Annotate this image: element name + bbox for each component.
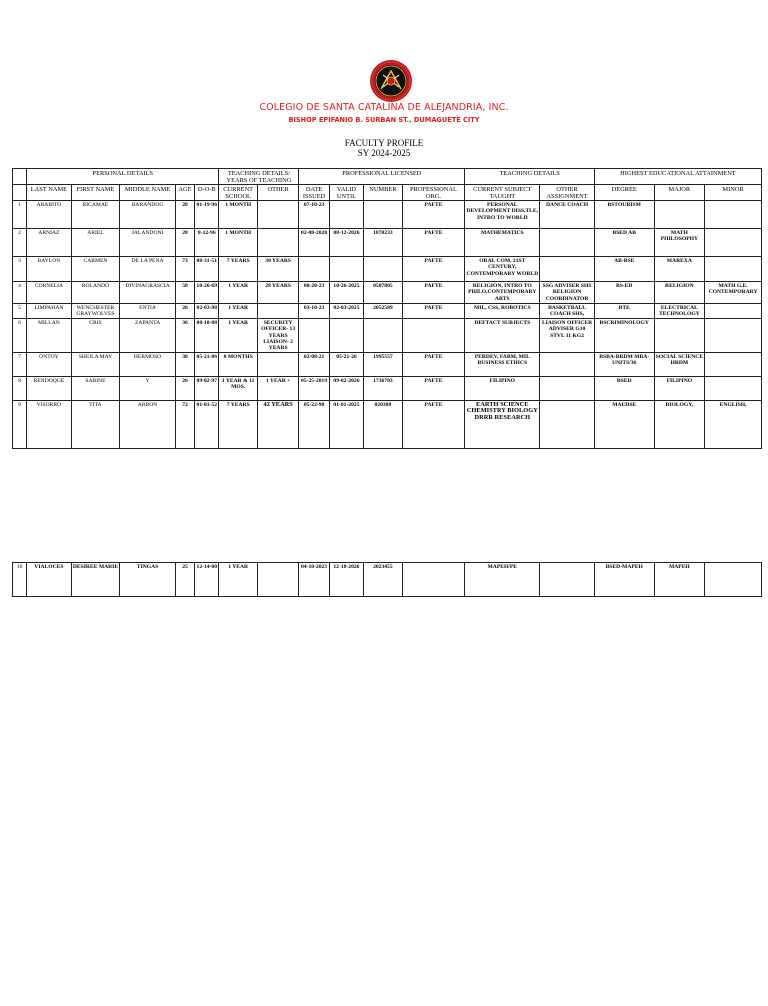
cell-minor bbox=[705, 352, 762, 376]
cell-major bbox=[654, 318, 705, 352]
cell-degree: BSED-MAPEH bbox=[594, 563, 654, 597]
cell-license-number: 1995557 bbox=[364, 352, 402, 376]
cell-degree: BTE bbox=[594, 304, 654, 319]
cell-other-years: 30 YEARS bbox=[257, 257, 298, 282]
cell-last-name: CORNELIA bbox=[27, 282, 72, 304]
table-row bbox=[13, 201, 762, 229]
cell-valid-until: 01-01-2025 bbox=[329, 400, 363, 448]
cell-age: 38 bbox=[175, 352, 194, 376]
cell-current-school: 1 YEAR bbox=[219, 563, 257, 597]
cell-other-assignment bbox=[540, 563, 595, 597]
cell-current-school: 8 MONTHS bbox=[219, 352, 257, 376]
col-valid-until: VALID UNTIL bbox=[329, 185, 363, 201]
cell-subject-taught: FILIPINO bbox=[465, 376, 540, 400]
faculty-profile-table bbox=[12, 168, 762, 449]
cell-minor bbox=[705, 201, 762, 229]
cell-dob: 05-21-86 bbox=[195, 352, 219, 376]
cell-date-issued: 05-22-98 bbox=[299, 400, 329, 448]
cell-first-name: WENCHESTER GRAYWOLVES bbox=[71, 304, 120, 319]
cell-last-name: VISORRO bbox=[27, 400, 72, 448]
cell-subject-taught: DEFTACT SUBJECTS bbox=[465, 318, 540, 352]
cell-professional-org: PAFTE bbox=[402, 201, 465, 229]
col-age: AGE bbox=[175, 185, 194, 201]
table-row bbox=[13, 352, 762, 376]
cell-middle-name: TINGAS bbox=[120, 563, 176, 597]
cell-middle-name: JALANDONI bbox=[120, 229, 176, 257]
cell-dob: 01-01-52 bbox=[195, 400, 219, 448]
cell-first-name: CARMEN bbox=[71, 257, 120, 282]
col-license-number: NUMBER bbox=[364, 185, 402, 201]
cell-date-issued: 08-20-23 bbox=[299, 282, 329, 304]
table-row bbox=[13, 282, 762, 304]
cell-date-issued: 07-10-23 bbox=[299, 201, 329, 229]
cell-professional-org: PAFTE bbox=[402, 257, 465, 282]
cell-subject-taught: PERDEV, FABM, MIL BUSINESS ETHICS bbox=[465, 352, 540, 376]
table-row bbox=[13, 376, 762, 400]
cell-professional-org: PAFTE bbox=[402, 229, 465, 257]
table-body bbox=[13, 201, 762, 449]
cell-minor bbox=[705, 563, 762, 597]
cell-current-school: 1 YEAR bbox=[219, 282, 257, 304]
cell-last-name: RENDOQUE bbox=[27, 376, 72, 400]
cell-minor: ENGLISH, bbox=[705, 400, 762, 448]
school-name: COLEGIO DE SANTA CATALINA DE ALEJANDRIA, INC. bbox=[259, 102, 509, 113]
cell-age: 26 bbox=[175, 304, 194, 319]
row-number: 5 bbox=[13, 304, 27, 319]
cell-age: 28 bbox=[175, 201, 194, 229]
cell-other-assignment: LIAISON OFFICER ADVISER G10 STVL 11 KG2 bbox=[540, 318, 595, 352]
cell-valid-until: 09-02-2026 bbox=[329, 376, 363, 400]
cell-other-assignment: SSG ADVISER SHS RELIGION COORDINATOR bbox=[540, 282, 595, 304]
cell-valid-until: 10-26-2025 bbox=[329, 282, 363, 304]
cell-minor bbox=[705, 304, 762, 319]
cell-license-number: 020308 bbox=[364, 400, 402, 448]
cell-degree: BSED AB bbox=[594, 229, 654, 257]
cell-license-number bbox=[364, 201, 402, 229]
col-subject-taught: CURRENT SUBJECT TAUGHT bbox=[465, 185, 540, 201]
cell-other-years bbox=[257, 229, 298, 257]
cell-last-name: MILLAN bbox=[27, 318, 72, 352]
cell-degree: BSTOURISM bbox=[594, 201, 654, 229]
table-row bbox=[13, 563, 762, 597]
cell-dob: 12-14-00 bbox=[195, 563, 219, 597]
cell-age: 26 bbox=[175, 376, 194, 400]
title-text: FACULTY PROFILE bbox=[344, 138, 424, 148]
cell-other-years: 28 YEARS bbox=[257, 282, 298, 304]
group-educational-attainment: HIGHEST EDUCATIONAL ATTAINMENT bbox=[594, 169, 761, 185]
cell-middle-name: ARBON bbox=[120, 400, 176, 448]
faculty-profile-table-continued bbox=[12, 562, 762, 597]
cell-professional-org bbox=[402, 563, 465, 597]
group-teaching-details: TEACHING DETAILS bbox=[465, 169, 595, 185]
row-number: 2 bbox=[13, 229, 27, 257]
school-year: SY 2024-2025 bbox=[357, 148, 411, 158]
col-other-years: OTHER bbox=[257, 185, 298, 201]
cell-first-name: CRIS bbox=[71, 318, 120, 352]
cell-current-school: 7 YEARS bbox=[219, 257, 257, 282]
cell-minor bbox=[705, 376, 762, 400]
col-current-school: CURRENT SCHOOL bbox=[219, 185, 257, 201]
col-major: MAJOR bbox=[654, 185, 705, 201]
cell-major: MAREXA bbox=[654, 257, 705, 282]
school-address: BISHOP EPIFANIO B. SURBAN ST., DUMAGUETE CITY bbox=[288, 116, 480, 124]
cell-first-name: DESIREE MARIE bbox=[71, 563, 120, 597]
row-number: 7 bbox=[13, 352, 27, 376]
row-number: 6 bbox=[13, 318, 27, 352]
cell-valid-until: 08-12-2026 bbox=[329, 229, 363, 257]
cell-first-name: ARIEL bbox=[71, 229, 120, 257]
cell-minor bbox=[705, 257, 762, 282]
cell-professional-org: PAFTE bbox=[402, 400, 465, 448]
cell-first-name: ROLANDO bbox=[71, 282, 120, 304]
cell-current-school: 7 YEARS bbox=[219, 400, 257, 448]
cell-professional-org: PAFTE bbox=[402, 376, 465, 400]
header-number bbox=[13, 185, 27, 201]
col-middle-name: MIDDLE NAME bbox=[120, 185, 176, 201]
cell-dob: 02-03-98 bbox=[195, 304, 219, 319]
cell-current-school: 1 YEAR bbox=[219, 318, 257, 352]
cell-middle-name: DE LA PENA bbox=[120, 257, 176, 282]
cell-major: MATH PHILOSOPHY bbox=[654, 229, 705, 257]
cell-age: 36 bbox=[175, 318, 194, 352]
cell-license-number: 1870233 bbox=[364, 229, 402, 257]
cell-major: RELIGION bbox=[654, 282, 705, 304]
cell-middle-name: BARANDOG bbox=[120, 201, 176, 229]
cell-other-assignment bbox=[540, 352, 595, 376]
col-date-issued: DATE ISSUED bbox=[299, 185, 329, 201]
cell-valid-until: 05-21-26 bbox=[329, 352, 363, 376]
cell-degree: BSBA-BRDM MBA-UNITS/36 bbox=[594, 352, 654, 376]
cell-valid-until: 12-18-2026 bbox=[329, 563, 363, 597]
cell-valid-until: 02-03-2025 bbox=[329, 304, 363, 319]
cell-date-issued: 02-08-21 bbox=[299, 352, 329, 376]
cell-license-number: 2023455 bbox=[364, 563, 402, 597]
column-header-row bbox=[13, 185, 762, 201]
cell-date-issued bbox=[299, 318, 329, 352]
cell-professional-org: PAFTE bbox=[402, 352, 465, 376]
cell-degree: BS-ED bbox=[594, 282, 654, 304]
group-header-row bbox=[13, 169, 762, 185]
cell-degree: MAEDSE bbox=[594, 400, 654, 448]
cell-age: 28 bbox=[175, 229, 194, 257]
cell-dob: 01-19-96 bbox=[195, 201, 219, 229]
cell-professional-org: PAFTE bbox=[402, 304, 465, 319]
row-number: 1 bbox=[13, 201, 27, 229]
cell-first-name: SABINE bbox=[71, 376, 120, 400]
cell-minor bbox=[705, 229, 762, 257]
cell-date-issued: 04-10-2023 bbox=[299, 563, 329, 597]
cell-other-years: 1 YEAR + bbox=[257, 376, 298, 400]
group-personal-details: PERSONAL DETAILS bbox=[27, 169, 219, 185]
cell-middle-name: ZAPANTA bbox=[120, 318, 176, 352]
group-professional-licensed: PROFESSIONAL LICENSED bbox=[299, 169, 465, 185]
cell-degree: AB-BSE bbox=[594, 257, 654, 282]
cell-age: 25 bbox=[175, 563, 194, 597]
cell-current-school: 1 MONTH bbox=[219, 229, 257, 257]
cell-other-years: 42 YEARS bbox=[257, 400, 298, 448]
cell-other-years: SECURITY OFFICER- 13 YEARS LIAISON- 2 YEARS bbox=[257, 318, 298, 352]
cell-dob: 8-12-96 bbox=[195, 229, 219, 257]
row-number: 10 bbox=[13, 563, 27, 597]
cell-valid-until bbox=[329, 201, 363, 229]
cell-minor bbox=[705, 318, 762, 352]
cell-major bbox=[654, 201, 705, 229]
table-row bbox=[13, 318, 762, 352]
cell-last-name: BAYLON bbox=[27, 257, 72, 282]
cell-other-years bbox=[257, 201, 298, 229]
cell-other-assignment bbox=[540, 400, 595, 448]
cell-middle-name: Y bbox=[120, 376, 176, 400]
cell-last-name: ARNIAZ bbox=[27, 229, 72, 257]
cell-age: 72 bbox=[175, 400, 194, 448]
cell-license-number: 1736703 bbox=[364, 376, 402, 400]
table-row bbox=[13, 229, 762, 257]
row-number: 8 bbox=[13, 376, 27, 400]
table-header bbox=[13, 169, 762, 201]
cell-subject-taught: PERSONAL DEVELOPMENT DISS,TLE, INTRO TO WORLD bbox=[465, 201, 540, 229]
cell-other-years bbox=[257, 352, 298, 376]
table-row bbox=[13, 400, 762, 448]
col-degree: DEGREE bbox=[594, 185, 654, 201]
cell-dob: 08-18-88 bbox=[195, 318, 219, 352]
cell-degree: BSED bbox=[594, 376, 654, 400]
col-last-name: LAST NAME bbox=[27, 185, 72, 201]
cell-current-school: 1 YEAR bbox=[219, 304, 257, 319]
cell-other-assignment bbox=[540, 376, 595, 400]
cell-other-assignment: DANCE COACH bbox=[540, 201, 595, 229]
cell-age: 58 bbox=[175, 282, 194, 304]
cell-other-assignment bbox=[540, 257, 595, 282]
cell-professional-org: PAFTE bbox=[402, 282, 465, 304]
cell-major: BIOLOGY, bbox=[654, 400, 705, 448]
cell-dob: 09-02-97 bbox=[195, 376, 219, 400]
cell-last-name: LIMPAHAN bbox=[27, 304, 72, 319]
cell-valid-until bbox=[329, 318, 363, 352]
cell-subject-taught: MAPEH/PE bbox=[465, 563, 540, 597]
col-minor: MINOR bbox=[705, 185, 762, 201]
cell-dob: 08-31-51 bbox=[195, 257, 219, 282]
row-number: 9 bbox=[13, 400, 27, 448]
cell-license-number: 0507805 bbox=[364, 282, 402, 304]
cell-middle-name: ENTIA bbox=[120, 304, 176, 319]
cell-middle-name: DIVINAGRASCIA bbox=[120, 282, 176, 304]
cell-first-name: RICAMAE bbox=[71, 201, 120, 229]
cell-date-issued: 02-08-2020 bbox=[299, 229, 329, 257]
cell-major: ELECTRICAL TECHNOLOGY bbox=[654, 304, 705, 319]
col-first-name: FIRST NAME bbox=[71, 185, 120, 201]
header-blank bbox=[13, 169, 27, 185]
cell-first-name: TITA bbox=[71, 400, 120, 448]
cell-last-name: VIALOCES bbox=[27, 563, 72, 597]
col-professional-org: PROFESSIONAL ORG. bbox=[402, 185, 465, 201]
cell-license-number: 2052589 bbox=[364, 304, 402, 319]
cell-last-name: ABABITO bbox=[27, 201, 72, 229]
row-number: 3 bbox=[13, 257, 27, 282]
cell-minor: MATH G.E. CONTEMPORARY bbox=[705, 282, 762, 304]
cell-degree: BSCRIMINOLOGY bbox=[594, 318, 654, 352]
col-dob: D-O-B bbox=[195, 185, 219, 201]
cell-major: MAPEH bbox=[654, 563, 705, 597]
col-other-assignment: OTHER ASSIGNMENT bbox=[540, 185, 595, 201]
cell-valid-until bbox=[329, 257, 363, 282]
cell-subject-taught: MIL, CSS, ROBOTICS bbox=[465, 304, 540, 319]
cell-major: SOCIAL SCIENCE HRDM bbox=[654, 352, 705, 376]
cell-professional-org bbox=[402, 318, 465, 352]
cell-license-number bbox=[364, 257, 402, 282]
cell-first-name: SHEILA MAY bbox=[71, 352, 120, 376]
cell-subject-taught: RELIGION, INTRO TO PHILO,CONTEMPORARY ARTS bbox=[465, 282, 540, 304]
cell-middle-name: HERMOSO bbox=[120, 352, 176, 376]
table-row bbox=[13, 257, 762, 282]
cell-date-issued: 03-10-23 bbox=[299, 304, 329, 319]
row-number: 4 bbox=[13, 282, 27, 304]
group-teaching-years: TEACHING DETAILS/ YEARS OF TEACHING bbox=[219, 169, 299, 185]
cell-subject-taught: MATHEMATICS bbox=[465, 229, 540, 257]
cell-other-years bbox=[257, 563, 298, 597]
cell-date-issued bbox=[299, 257, 329, 282]
document-title bbox=[0, 138, 768, 158]
cell-license-number bbox=[364, 318, 402, 352]
cell-subject-taught: ORAL COM, 21ST CENTURY, CONTEMPORARY WORLD bbox=[465, 257, 540, 282]
cell-date-issued: 05-25-2019 bbox=[299, 376, 329, 400]
cell-current-school: 1 MONTH bbox=[219, 201, 257, 229]
cell-other-assignment: BASKETBALL COACH SHS, bbox=[540, 304, 595, 319]
cell-last-name: ONTOY bbox=[27, 352, 72, 376]
cell-age: 73 bbox=[175, 257, 194, 282]
cell-other-years bbox=[257, 304, 298, 319]
school-seal-logo bbox=[369, 59, 413, 103]
cell-current-school: 1 YEAR & 11 MOS. bbox=[219, 376, 257, 400]
table-row bbox=[13, 304, 762, 319]
cell-major: FILIPINO bbox=[654, 376, 705, 400]
cell-subject-taught: EARTH SCIENCE CHEMISTRY BIOLOGY DRRR RESEARCH bbox=[465, 400, 540, 448]
cell-dob: 10-26-69 bbox=[195, 282, 219, 304]
cell-other-assignment bbox=[540, 229, 595, 257]
